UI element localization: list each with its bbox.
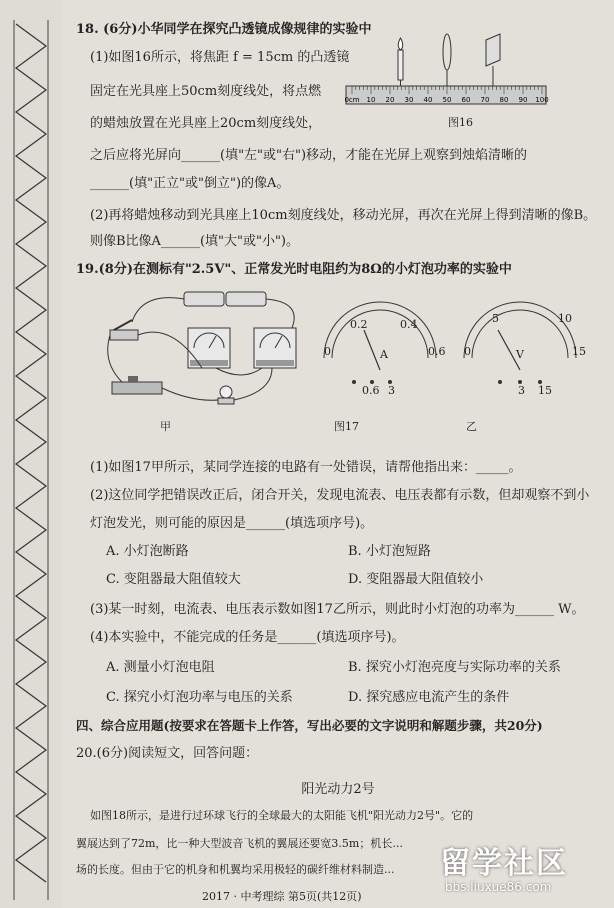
ruler-label: 70 xyxy=(480,96,490,104)
ammeter-unit: A xyxy=(380,348,388,361)
ruler-label: 100 xyxy=(535,96,549,104)
ammeter-terminal-3: 3 xyxy=(388,384,395,397)
binding-stitch-decoration xyxy=(0,0,62,908)
voltmeter-terminal-3: 3 xyxy=(518,384,525,397)
figure17-label-jia: 甲 xyxy=(160,420,171,433)
q19-part2-line1: (2)这位同学把错误改正后，闭合开关，发现电流表、电压表都有示数，但却观察不到小 xyxy=(90,488,590,503)
ammeter-dial xyxy=(324,302,436,384)
ruler-label: 0cm xyxy=(344,96,360,104)
q19-part4-option-a: A. 测量小灯泡电阻 xyxy=(106,660,215,675)
figure17-caption: 图17 xyxy=(334,420,359,433)
q20-para-line3: 场的长度。但由于它的机身和机翼均采用极轻的碳纤维材料制造... xyxy=(76,863,395,876)
q18-p1-line3: 的蜡烛放置在光具座上20cm刻度线处， xyxy=(90,116,322,131)
watermark-logo-text: 留学社区 xyxy=(440,846,568,881)
battery-icon xyxy=(184,292,266,306)
q19-part1: (1)如图17甲所示，某同学连接的电路有一处错误，请帮他指出来：_____。 xyxy=(90,460,522,475)
watermark-url: bbs.liuxue86.com xyxy=(445,880,552,894)
q18-p1-line4: 之后应将光屏向______(填"左"或"右")移动，才能在光屏上观察到烛焰清晰的 xyxy=(90,148,528,163)
ammeter-scale-0: 0 xyxy=(324,345,331,358)
q19-part4: (4)本实验中，不能完成的任务是______(填选项序号)。 xyxy=(90,630,405,645)
q18-p2-line1: (2)再将蜡烛移动到光具座上10cm刻度线处，移动光屏，再次在光屏上得到清晰的像B。 xyxy=(90,208,597,223)
ruler-label: 40 xyxy=(423,96,433,104)
q19-part4-option-b: B. 探究小灯泡亮度与实际功率的关系 xyxy=(348,660,561,675)
q18-p2-line2: 则像B比像A______(填"大"或"小")。 xyxy=(90,234,300,249)
voltmeter-terminal-15: 15 xyxy=(538,384,552,397)
figure16-optical-bench xyxy=(346,28,556,124)
ruler-labels xyxy=(344,96,548,104)
voltmeter-icon xyxy=(254,328,296,368)
figure17-meter-readings xyxy=(314,300,594,400)
light-screen-icon xyxy=(486,34,500,86)
exam-page xyxy=(62,0,614,908)
section4-heading: 四、综合应用题(按要求在答题卡上作答，写出必要的文字说明和解题步骤，共20分) xyxy=(76,718,543,733)
ammeter-icon xyxy=(188,328,230,368)
switch-icon xyxy=(110,320,138,340)
q19-part2-option-d: D. 变阻器最大阻值较小 xyxy=(348,572,484,587)
ruler-label: 10 xyxy=(366,96,376,104)
q19-part2-option-b: B. 小灯泡短路 xyxy=(348,544,431,559)
voltmeter-scale-5: 5 xyxy=(492,312,499,325)
convex-lens-icon xyxy=(443,34,451,86)
ruler-label: 50 xyxy=(442,96,452,104)
figure16-caption: 图16 xyxy=(448,116,473,129)
ammeter-terminal-06: 0.6 xyxy=(362,384,380,397)
voltmeter-scale-10: 10 xyxy=(558,312,572,325)
figure17-label-yi: 乙 xyxy=(466,420,477,433)
ruler-label: 20 xyxy=(385,96,395,104)
light-bulb-icon xyxy=(218,386,234,404)
q20-article-title: 阳光动力2号 xyxy=(301,782,375,797)
voltmeter-unit: V xyxy=(516,348,524,361)
q20-para-line2: 翼展达到了72m，比一种大型波音飞机的翼展还要宽3.5m；机长... xyxy=(76,837,403,850)
q19-title: 19.(8分)在测标有"2.5V"、正常发光时电阻约为8Ω的小灯泡功率的实验中 xyxy=(76,262,512,277)
q19-part4-option-d: D. 探究感应电流产生的条件 xyxy=(348,690,510,705)
ammeter-scale-06: 0.6 xyxy=(428,345,446,358)
candle-icon xyxy=(398,38,403,86)
voltmeter-scale-0: 0 xyxy=(464,345,471,358)
ruler-label: 60 xyxy=(461,96,471,104)
figure17-circuit-diagram xyxy=(102,282,312,422)
binding-margin xyxy=(0,0,62,908)
ammeter-scale-02: 0.2 xyxy=(350,318,368,331)
q19-part2-option-c: C. 变阻器最大阻值较大 xyxy=(106,572,241,587)
q20-para-line1: 如图18所示，是进行过环球飞行的全球最大的太阳能飞机"阳光动力2号"。它的 xyxy=(90,809,474,822)
ammeter-needle xyxy=(364,330,380,370)
ruler-label: 80 xyxy=(499,96,509,104)
q20-title: 20.(6分)阅读短文，回答问题： xyxy=(76,746,259,761)
q18-p1-line2: 固定在光具座上50cm刻度线处，将点燃 xyxy=(90,84,322,99)
ammeter-scale-04: 0.4 xyxy=(400,318,418,331)
q18-p1-line5: ______(填"正立"或"倒立")的像A。 xyxy=(90,176,290,191)
ruler-label: 90 xyxy=(518,96,528,104)
ruler-label: 30 xyxy=(404,96,414,104)
q18-p1-line1: (1)如图16所示，将焦距 f = 15cm 的凸透镜 xyxy=(90,50,350,65)
page-footer: 2017 · 中考理综 第5页(共12页) xyxy=(202,890,362,903)
q19-part4-option-c: C. 探究小灯泡功率与电压的关系 xyxy=(106,690,293,705)
q19-part2-line2: 灯泡发光，则可能的原因是______(填选项序号)。 xyxy=(90,516,374,531)
q18-title: 18. (6分)小华同学在探究凸透镜成像规律的实验中 xyxy=(76,22,372,37)
q19-part2-option-a: A. 小灯泡断路 xyxy=(106,544,189,559)
voltmeter-scale-15: 15 xyxy=(572,345,586,358)
q19-part3: (3)某一时刻，电流表、电压表示数如图17乙所示，则此时小灯泡的功率为______ W。 xyxy=(90,602,585,617)
